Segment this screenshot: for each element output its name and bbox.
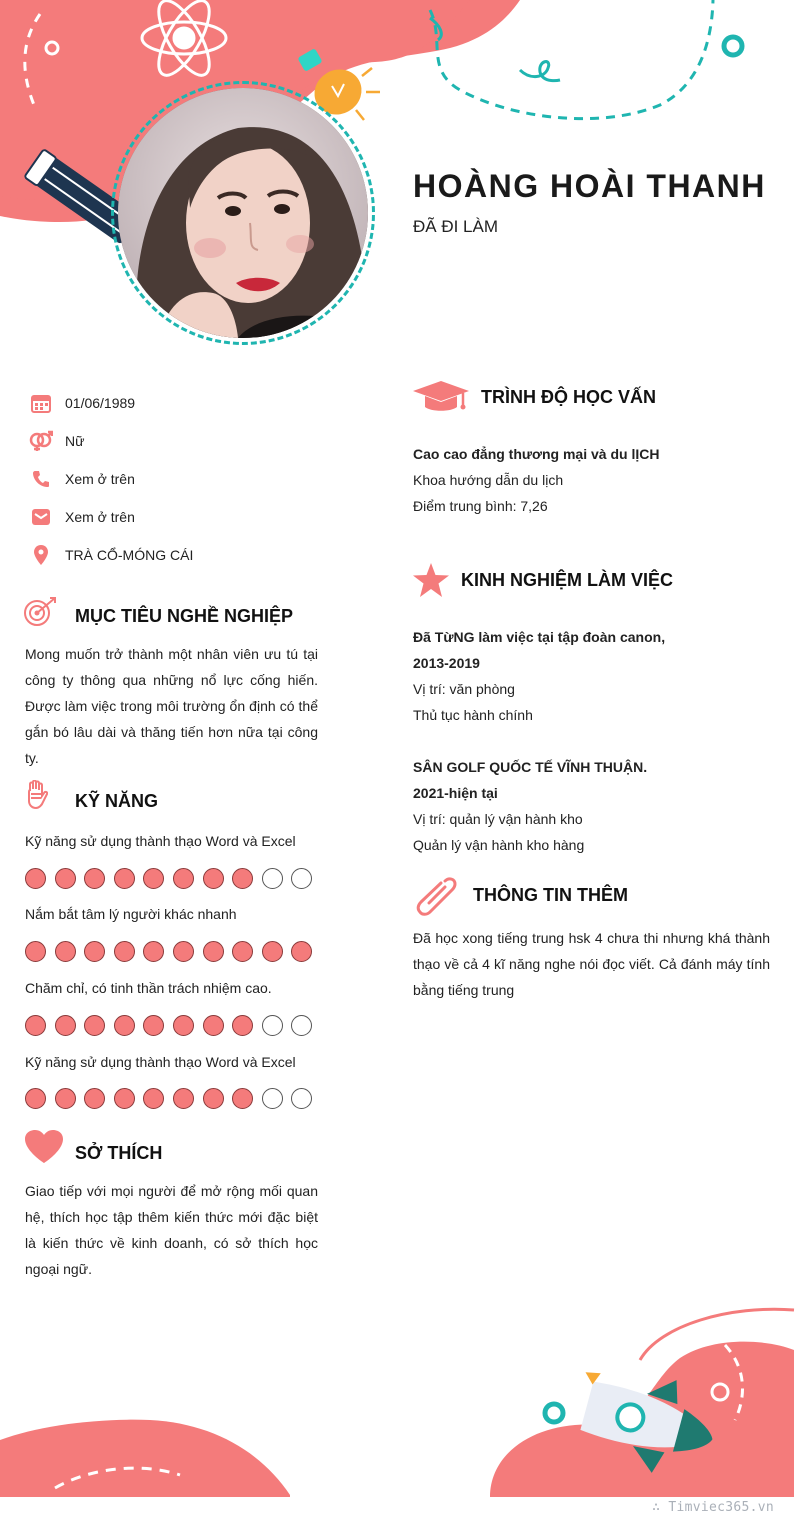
education-school: Cao cao đẳng thương mại và du lỊCH bbox=[413, 446, 660, 462]
rating-dot-filled bbox=[25, 1015, 46, 1036]
job-position: Vị trí: quản lý vận hành kho bbox=[413, 811, 583, 827]
birthday-text: 01/06/1989 bbox=[65, 395, 136, 411]
rating-dot-filled bbox=[232, 1088, 253, 1109]
rating-dot-filled bbox=[25, 941, 46, 962]
job-detail: Quản lý vận hành kho hàng bbox=[413, 837, 585, 853]
candidate-name: HOÀNG HOÀI THANH bbox=[413, 168, 766, 204]
rating-dot-filled bbox=[232, 941, 253, 962]
job-detail: Thủ tục hành chính bbox=[413, 707, 533, 723]
rating-dot-filled bbox=[55, 1015, 76, 1036]
skill-label: Kỹ năng sử dụng thành thạo Word và Excel bbox=[25, 833, 296, 849]
rating-dot-empty bbox=[262, 868, 283, 889]
gender-text: Nữ bbox=[65, 433, 85, 449]
rating-dot-filled bbox=[143, 941, 164, 962]
phone-icon bbox=[28, 468, 54, 490]
rating-dot-filled bbox=[143, 868, 164, 889]
job-entry bbox=[413, 624, 665, 728]
skill-label: Kỹ năng sử dụng thành thạo Word và Excel bbox=[25, 1054, 296, 1070]
rating-dot-filled bbox=[203, 941, 224, 962]
job-position: Vị trí: văn phòng bbox=[413, 681, 515, 697]
rating-dot-filled bbox=[232, 1015, 253, 1036]
rating-dot-filled bbox=[114, 868, 135, 889]
hand-icon bbox=[26, 780, 48, 815]
education-title: TRÌNH ĐỘ HỌC VẤN bbox=[481, 387, 656, 407]
heart-icon bbox=[25, 1130, 63, 1169]
candidate-status: ĐÃ ĐI LÀM bbox=[413, 217, 499, 236]
skill-rating bbox=[25, 868, 312, 889]
email-text: Xem ở trên bbox=[65, 509, 135, 525]
education-gpa: Điểm trung bình: 7,26 bbox=[413, 498, 548, 514]
rating-dot-filled bbox=[84, 1015, 105, 1036]
skill-rating bbox=[25, 1015, 312, 1036]
rating-dot-empty bbox=[291, 1088, 312, 1109]
rating-dot-filled bbox=[114, 941, 135, 962]
rating-dot-empty bbox=[291, 1015, 312, 1036]
rating-dot-filled bbox=[55, 1088, 76, 1109]
address-text: TRÀ CỔ-MÓNG CÁI bbox=[65, 547, 194, 563]
rating-dot-filled bbox=[203, 868, 224, 889]
job-entry bbox=[413, 754, 647, 858]
rating-dot-filled bbox=[291, 941, 312, 962]
job-company: SÂN GOLF QUỐC TẾ VĨNH THUẬN. bbox=[413, 759, 648, 775]
paperclip-icon bbox=[415, 875, 459, 922]
contact-gender bbox=[28, 422, 328, 460]
phone-text: Xem ở trên bbox=[65, 471, 135, 487]
extra-info-text: Đã học xong tiếng trung hsk 4 chưa thi nhưng khá thành thạo về cả 4 kĩ năng nghe nói đọc viết. Cả đánh máy tính bằng tiếng trung bbox=[413, 930, 770, 998]
job-company: Đã TừNG làm việc tại tập đoàn canon, bbox=[413, 629, 666, 645]
rating-dot-filled bbox=[114, 1088, 135, 1109]
location-pin-icon bbox=[28, 544, 54, 566]
rating-dot-filled bbox=[25, 1088, 46, 1109]
contact-email bbox=[28, 498, 328, 536]
rating-dot-empty bbox=[262, 1015, 283, 1036]
objective-text: Mong muốn trở thành một nhân viên ưu tú tại công ty thông qua những nổ lực cống hiến. Được làm việc trong môi trường ổn định có thể gắn bó lâu dài và thăng tiến hơn nữa tại công ty. bbox=[25, 646, 318, 766]
star-icon bbox=[413, 563, 449, 602]
rating-dot-filled bbox=[262, 941, 283, 962]
hobbies-text: Giao tiếp với mọi người để mở rộng mối quan hệ, thích học tập thêm kiến thức mới đặc biệt là kiến thức về kinh doanh, có sở thích học ngoại ngữ. bbox=[25, 1183, 318, 1277]
skill-label: Chăm chỉ, có tinh thần trách nhiệm cao. bbox=[25, 980, 272, 996]
education-details bbox=[413, 441, 659, 519]
rating-dot-filled bbox=[173, 868, 194, 889]
avatar bbox=[118, 88, 368, 338]
rating-dot-filled bbox=[84, 1088, 105, 1109]
graduation-cap-icon bbox=[413, 380, 469, 419]
rocket-icon bbox=[565, 1357, 725, 1486]
rating-dot-filled bbox=[55, 868, 76, 889]
contact-birthday bbox=[28, 384, 328, 422]
calendar-icon bbox=[28, 392, 54, 414]
skill-rating bbox=[25, 941, 312, 962]
job-period: 2021-hiện tại bbox=[413, 785, 498, 801]
contact-address bbox=[28, 536, 328, 574]
job-period: 2013-2019 bbox=[413, 655, 480, 671]
rating-dot-filled bbox=[143, 1015, 164, 1036]
rating-dot-filled bbox=[55, 941, 76, 962]
skills-title: KỸ NĂNG bbox=[75, 791, 159, 811]
watermark: ∴ Timviec365.vn bbox=[652, 1500, 774, 1515]
contact-phone bbox=[28, 460, 328, 498]
rating-dot-filled bbox=[173, 941, 194, 962]
skill-label: Nắm bắt tâm lý người khác nhanh bbox=[25, 906, 237, 922]
rating-dot-filled bbox=[173, 1088, 194, 1109]
objective-title: MỤC TIÊU NGHỀ NGHIỆP bbox=[75, 606, 294, 626]
contact-info bbox=[28, 384, 328, 574]
avatar-image bbox=[118, 88, 368, 338]
rating-dot-filled bbox=[173, 1015, 194, 1036]
gender-icon bbox=[28, 430, 54, 452]
rating-dot-filled bbox=[25, 868, 46, 889]
skill-rating bbox=[25, 1088, 312, 1109]
education-major: Khoa hướng dẫn du lịch bbox=[413, 472, 564, 488]
rating-dot-empty bbox=[291, 868, 312, 889]
email-icon bbox=[28, 506, 54, 528]
rating-dot-filled bbox=[143, 1088, 164, 1109]
rating-dot-empty bbox=[262, 1088, 283, 1109]
rating-dot-filled bbox=[203, 1088, 224, 1109]
rating-dot-filled bbox=[84, 868, 105, 889]
rating-dot-filled bbox=[203, 1015, 224, 1036]
rating-dot-filled bbox=[114, 1015, 135, 1036]
rating-dot-filled bbox=[232, 868, 253, 889]
experience-title: KINH NGHIỆM LÀM VIỆC bbox=[461, 570, 674, 590]
hobbies-title: SỞ THÍCH bbox=[75, 1143, 163, 1163]
extra-info-title: THÔNG TIN THÊM bbox=[473, 885, 628, 905]
rating-dot-filled bbox=[84, 941, 105, 962]
target-icon bbox=[24, 596, 58, 633]
